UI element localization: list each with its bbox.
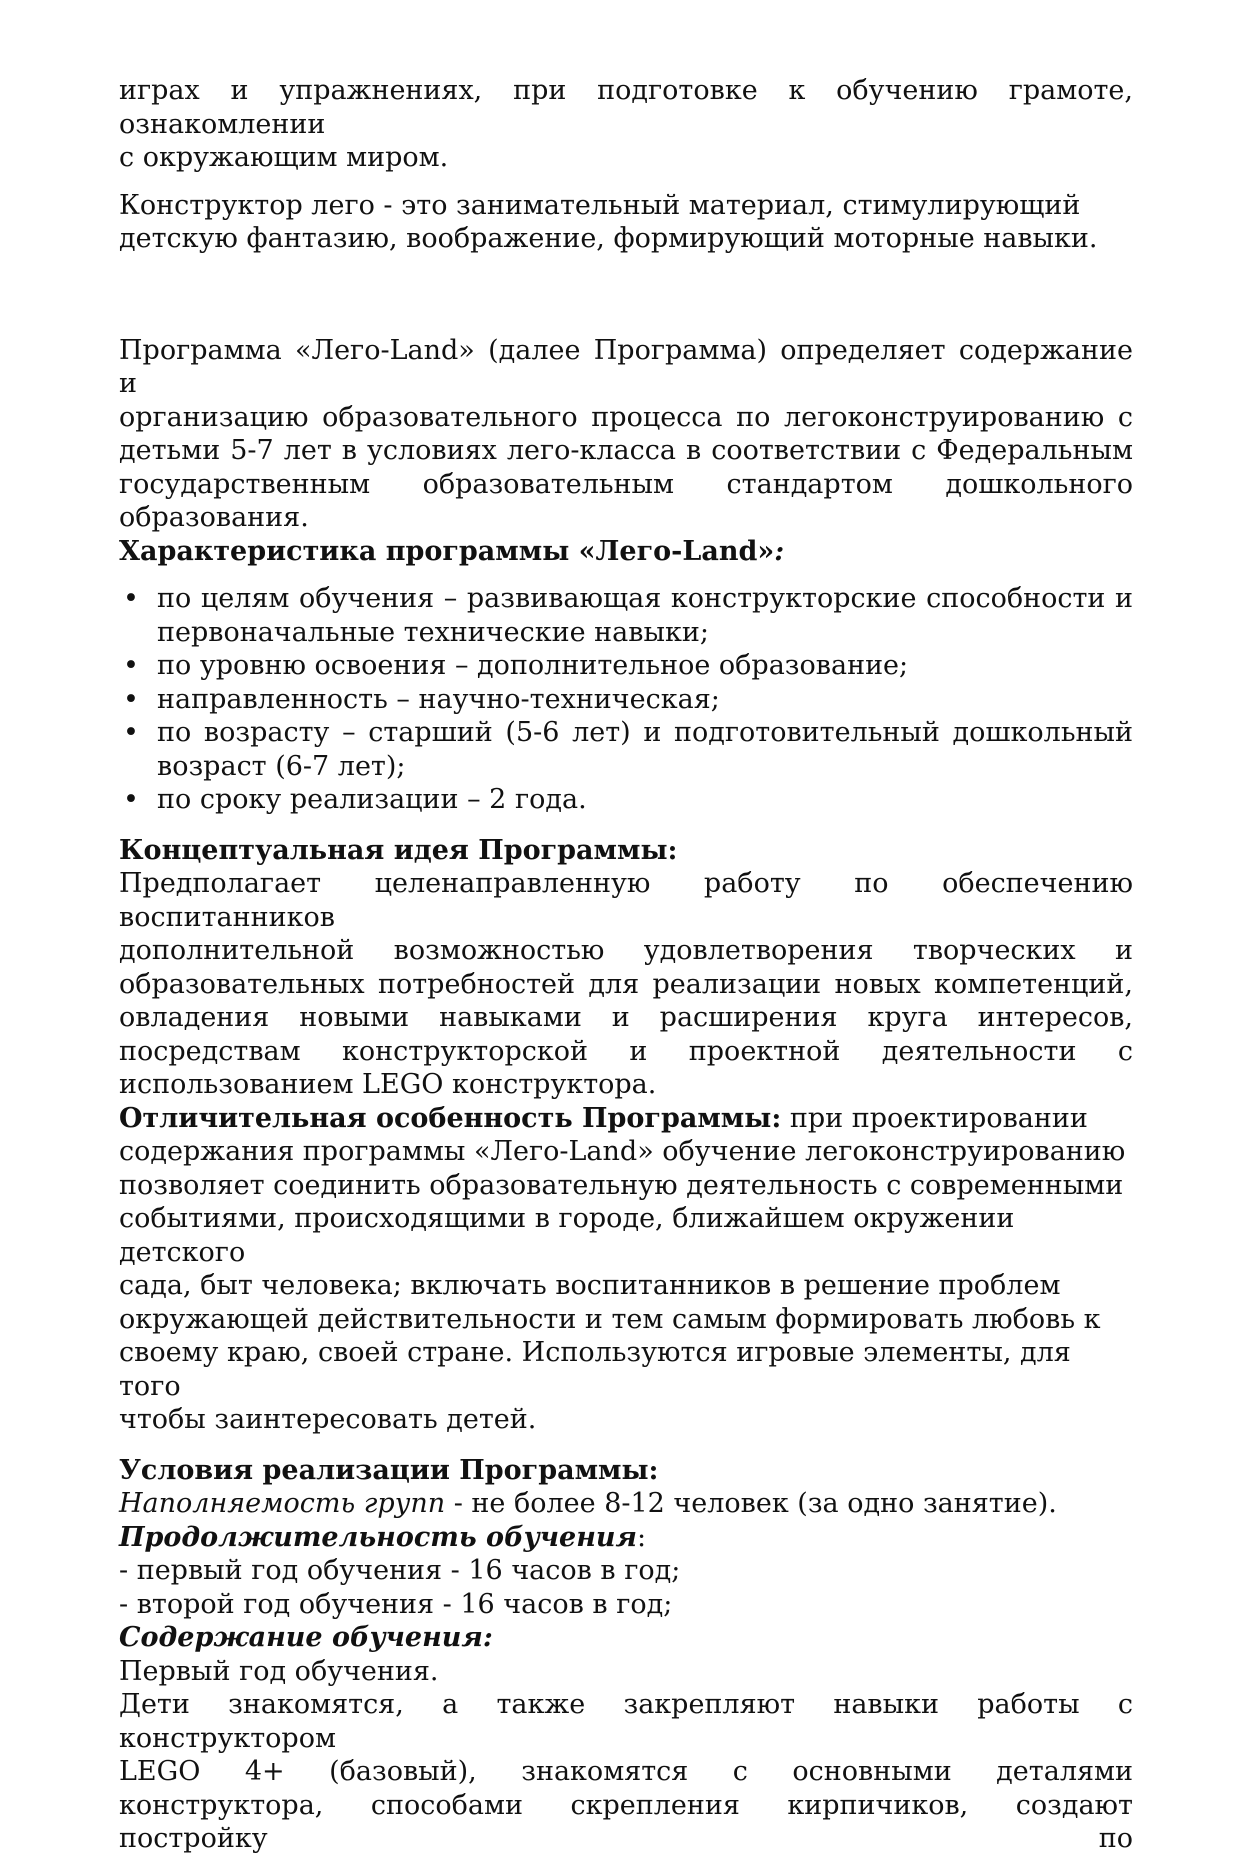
distinct-line: окружающей действительности и тем самым формировать любовь к xyxy=(119,1303,1101,1335)
conditions-heading: Условия реализации Программы: xyxy=(119,1454,659,1486)
list-item-line: направленность – научно-техническая; xyxy=(157,683,720,715)
list-item-line: по сроку реализации – 2 года. xyxy=(157,784,587,815)
list-item-line: возраст (6-7 лет); xyxy=(157,750,406,782)
distinct-section xyxy=(119,1102,1133,1437)
concept-line: использованием LEGO конструктора. xyxy=(119,1069,657,1100)
bullet-icon: • xyxy=(123,650,139,681)
intro-line-2: с окружающим миром. xyxy=(119,142,449,173)
content-line: Дети знакомятся, а также закрепляют навыки работы с конструктором xyxy=(119,1689,1133,1754)
distinct-line: позволяет соединить образовательную деятельность с современными xyxy=(119,1169,1124,1201)
content-label: Содержание обучения: xyxy=(119,1622,493,1653)
distinct-line: чтобы заинтересовать детей. xyxy=(119,1404,537,1435)
intro-line-1: играх и упражнениях, при подготовке к обучению грамоте, ознакомлении xyxy=(119,75,1133,140)
duration-colon: : xyxy=(637,1521,647,1553)
bullet-icon: • xyxy=(123,717,139,748)
concept-line: посредствам конструкторской и проектной деятельности с xyxy=(119,1035,1133,1067)
program-line: образования. xyxy=(119,502,309,533)
bullet-icon: • xyxy=(123,583,139,614)
characteristics-heading xyxy=(119,535,1133,569)
distinct-heading: Отличительная особенность Программы: xyxy=(119,1102,782,1134)
distinct-line: своему краю, своей стране. Используются игровые элементы, для того xyxy=(119,1337,1071,1402)
distinct-line: сада, быт человека; включать воспитанников в решение проблем xyxy=(119,1270,1061,1301)
bullet-icon: • xyxy=(123,784,139,815)
concept-line: дополнительной возможностью удовлетворения творческих и xyxy=(119,935,1133,966)
list-item-line: по уровню освоения – дополнительное образование; xyxy=(157,650,909,681)
distinct-line: событиями, происходящими в городе, ближайшем окружении детского xyxy=(119,1203,1015,1268)
duration-label: Продолжительность обучения xyxy=(119,1521,637,1553)
lego-line-1: Конструктор лего - это занимательный материал, стимулирующий xyxy=(119,189,1081,221)
list-item xyxy=(119,649,1133,683)
list-item-line: первоначальные технические навыки; xyxy=(157,616,709,648)
concept-line: овладения новыми навыками и расширения круга интересов, xyxy=(119,1002,1133,1033)
bullet-icon: • xyxy=(123,683,139,715)
year-2-line: - второй год обучения - 16 часов в год; xyxy=(119,1588,673,1620)
list-item xyxy=(119,783,1133,817)
characteristics-heading-colon: : xyxy=(774,535,785,567)
conditions-section xyxy=(119,1454,1133,1856)
duration-line xyxy=(119,1521,1133,1555)
list-item-line: по целям обучения – развивающая конструкторские способности и xyxy=(157,583,1133,614)
fill-text: - не более 8-12 человек (за одно занятие). xyxy=(445,1488,1057,1519)
lego-paragraph xyxy=(119,189,1133,256)
content-line: LEGO 4+ (базовый), знакомятся с основными деталями xyxy=(119,1756,1133,1787)
characteristics-list xyxy=(119,582,1133,817)
lego-line-2: детскую фантазию, воображение, формирующий моторные навыки. xyxy=(119,223,1098,254)
program-line: организацию образовательного процесса по легоконструированию с xyxy=(119,401,1133,433)
program-line: Программа «Лего-Land» (далее Программа) определяет содержание и xyxy=(119,334,1133,399)
program-line: детьми 5-7 лет в условиях лего-класса в соответствии с Федеральным xyxy=(119,435,1133,466)
list-item xyxy=(119,683,1133,717)
distinct-first-line-rest: при проектировании xyxy=(781,1102,1088,1134)
concept-line: Предполагает целенаправленную работу по обеспечению воспитанников xyxy=(119,868,1133,933)
distinct-first-line xyxy=(119,1102,1133,1136)
concept-section xyxy=(119,834,1133,1102)
concept-line: образовательных потребностей для реализации новых компетенций, xyxy=(119,968,1133,1000)
distinct-line: содержания программы «Лего-Land» обучение легоконструированию xyxy=(119,1136,1126,1167)
content-line: конструктора, способами скрепления кирпичиков, создают постройку по xyxy=(119,1789,1133,1854)
characteristics-heading-text: Характеристика программы «Лего-Land» xyxy=(119,535,775,567)
document-body xyxy=(119,74,1133,1856)
list-item xyxy=(119,582,1133,649)
program-line: государственным образовательным стандартом дошкольного xyxy=(119,468,1133,500)
program-paragraph xyxy=(119,334,1133,535)
concept-heading: Концептуальная идея Программы: xyxy=(119,834,678,866)
fill-label: Наполняемость групп xyxy=(119,1488,446,1519)
first-year-line: Первый год обучения. xyxy=(119,1655,439,1687)
fill-line xyxy=(119,1487,1133,1521)
list-item xyxy=(119,716,1133,783)
list-item-line: по возрасту – старший (5-6 лет) и подготовительный дошкольный xyxy=(157,717,1133,748)
year-1-line: - первый год обучения - 16 часов в год; xyxy=(119,1555,681,1586)
